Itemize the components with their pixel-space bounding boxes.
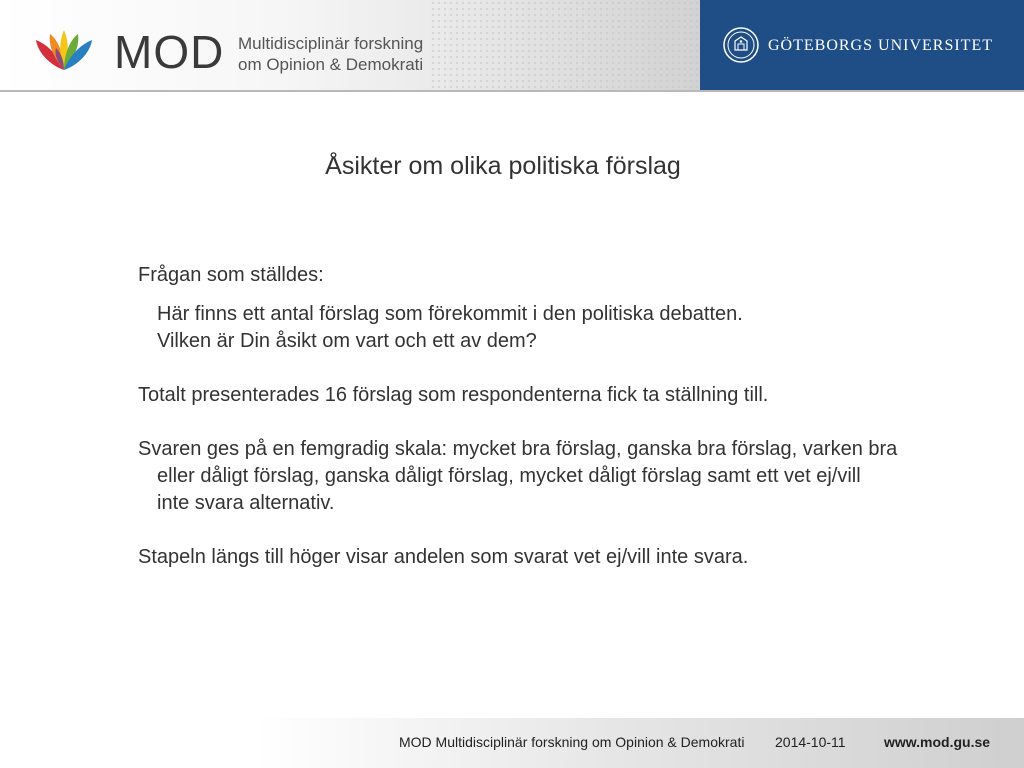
university-name: GÖTEBORGS UNIVERSITET (768, 37, 993, 54)
mod-logo-area (0, 0, 700, 92)
mod-subtitle-line-2: om Opinion & Demokrati (238, 55, 424, 74)
spacer (138, 289, 898, 301)
question-line-1: Här finns ett antal förslag som förekommit i den politiska debatten. (157, 303, 743, 325)
university-seal-icon (722, 26, 760, 64)
total-paragraph: Totalt presenterades 16 förslag som respondenterna fick ta ställning till. (138, 384, 769, 406)
spacer (138, 517, 898, 544)
footer-bar (0, 718, 1024, 768)
mod-logo-subtitle (238, 33, 423, 75)
mod-flower-logo-icon (34, 30, 94, 74)
footer-organization: MOD Multidisciplinär forskning om Opinion & Demokrati (399, 734, 745, 750)
header-divider (0, 90, 1024, 92)
spacer (138, 355, 898, 382)
mod-logo-text: MOD (114, 26, 225, 78)
slide-title: Åsikter om olika politiska förslag (325, 152, 681, 180)
question-line-2: Vilken är Din åsikt om vart och ett av dem? (157, 330, 537, 352)
slide-body (138, 262, 898, 571)
question-intro: Frågan som ställdes: (138, 264, 324, 286)
spacer (138, 409, 898, 436)
mod-subtitle-line-1: Multidisciplinär forskning (238, 34, 424, 53)
footer-url-link[interactable]: www.mod.gu.se (884, 734, 991, 750)
university-logo-area (700, 0, 1024, 90)
bar-paragraph: Stapeln längs till höger visar andelen som svarat vet ej/vill inte svara. (138, 546, 749, 568)
footer-date: 2014-10-11 (775, 734, 846, 750)
header-banner (0, 0, 1024, 92)
scale-paragraph: Svaren ges på en femgradig skala: mycket bra förslag, ganska bra förslag, varken bra eller dåligt förslag, ganska dåligt förslag, mycket dåligt förslag samt ett vet ej/vill inte svara alternativ. (138, 438, 898, 514)
